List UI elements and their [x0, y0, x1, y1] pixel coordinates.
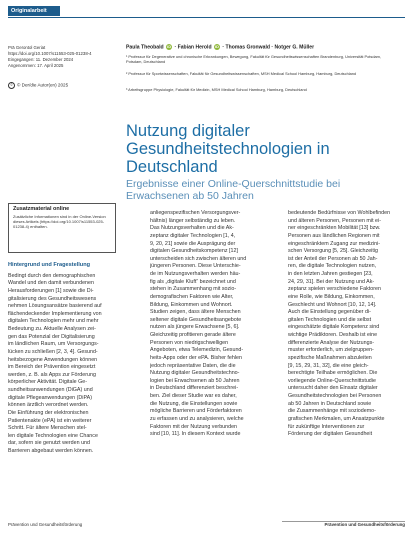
body-text-line: wichtige Prädiktoren. Deshalb ist eine: [288, 332, 378, 338]
body-text-line: schen Versorgung [5, 25]. Gleichzeitig: [288, 248, 379, 255]
section-tag: Originalarbeit: [8, 6, 60, 16]
column-3: [288, 210, 406, 439]
supplementary-text[interactable]: Zusätzliche Informationen sind in der Online-Version dieses Artikels (https://doi.org/10.1007/s11553-025-01238-4) enthalten.: [13, 213, 106, 229]
received-date: Eingegangen: 11. Dezember 2024: [8, 57, 74, 63]
body-text-line: und älteren Personen, Personen mit ei-: [288, 217, 381, 224]
author-list: [126, 44, 406, 50]
body-text-line: eingeschätzte digitale Kompetenz sind: [288, 324, 380, 331]
body-text-line: muster erforderlich, um zielgruppen-: [288, 347, 374, 354]
body-text-line: de im Nutzungsverhalten werden häu-: [150, 271, 241, 277]
body-text-line: differenzierte Analyse der Nutzungs-: [288, 339, 375, 346]
body-text-line: Gesundheitstechnologien bei Personen: [288, 393, 382, 399]
body-text-line: Wandel und den damit verbundenen: [8, 280, 94, 287]
body-text-line: Faktoren mit der Nutzung verbunden: [150, 423, 238, 430]
body-text-line: sundheitsanwendungen (DiGA) und: [8, 387, 93, 393]
body-text-line: können ärztlich verordnet werden.: [8, 402, 89, 409]
body-text-line: ben. Ziel dieser Studie war es daher,: [150, 393, 237, 399]
supplementary-heading: Zusatzmaterial online: [13, 206, 70, 212]
body-text-line: jüngeren Personen. Diese Unterschie-: [150, 263, 241, 270]
body-text-line: fig als „digitale Kluft“ bezeichnet und: [150, 278, 236, 285]
section-heading: Hintergrund und Fragestellung: [8, 262, 91, 268]
body-text-line: [9, 15, 29, 31, 32], die eine gleich-: [288, 362, 369, 369]
body-text-line: zu erfassen und zu analysieren, welche: [150, 415, 244, 422]
body-text-line: 24, 29, 31]. Bei der Nutzung und Ak-: [288, 278, 375, 285]
top-rule: [8, 17, 405, 18]
body-text-line: Herausforderungen [1] sowie die Di-: [8, 287, 94, 294]
affiliation: ² Professur für Sportwissenschaften, Fakultät für Gesundheitswissenschaften, MSH Medical School Hamburg, Hamburg, Deutschland: [126, 71, 357, 76]
body-text-line: Barrieren abgebaut werden können.: [8, 448, 94, 454]
body-text-line: ist der Anteil der Personen ab 50 Jah-: [288, 255, 378, 262]
column-1: [8, 262, 126, 456]
body-text-line: eingeschränktem Zugang zur medizini-: [288, 240, 381, 247]
body-text-line: anliegenspezifischen Versorgungsver-: [150, 210, 241, 216]
body-text-line: eine Rolle, wie Bildung, Einkommen,: [288, 293, 375, 300]
body-text-line: Gleichzeitig profitieren gerade ältere: [150, 332, 236, 338]
body-text-line: Geschlecht und Wohnort [10, 12, 14].: [288, 301, 377, 308]
accepted-date: Angenommen: 17. April 2025: [8, 63, 64, 69]
body-text-line: gitalen Technologien und die selbst: [288, 316, 372, 323]
body-text-line: sind [10, 11]. In diesem Kontext wurde: [150, 431, 241, 438]
copyright-icon: ©: [8, 82, 15, 89]
body-text-line: Angeboten, etwa Telemedizin, Gesund-: [150, 347, 244, 354]
body-text-line: ner eingeschränkten Mobilität [13] bzw.: [288, 225, 381, 232]
body-text-line: len digitale Technologien eine Chance: [8, 432, 98, 439]
journal-line: Prä Gerontol Geriat: [8, 45, 46, 50]
body-text-line: werden, z. B. als Apps zur Förderung: [8, 371, 96, 378]
author-name[interactable]: · Thomas Gronwald: [222, 44, 270, 51]
body-text-line: dar, sofern sie genutzt werden und: [8, 440, 90, 447]
article-meta: [8, 45, 98, 69]
footer-section: Prävention und Gesundheitsförderung: [324, 522, 405, 527]
body-text-line: Die Einführung der elektronischen: [8, 409, 89, 416]
body-text-line: lücken zu schließen [2, 3, 4]. Gesund-: [8, 348, 98, 355]
body-text-line: Personen von niedrigschwelligen: [150, 339, 229, 346]
body-text-line: zeptanz digitaler Technologien [1, 4,: [150, 232, 236, 239]
footer-journal: Prävention und Gesundheitsförderung: [8, 522, 83, 527]
body-text-line: spezifische Maßnahmen abzuleiten: [288, 354, 372, 361]
body-text-line: für zukünftige Interventionen zur: [288, 423, 365, 430]
body-text-line: nehmen Lösungsansätze basierend auf: [8, 303, 102, 310]
body-text-line: Bildung, Einkommen und Wohnort.: [150, 301, 233, 308]
body-text-line: in Deutschland differenziert beschrei-: [150, 385, 239, 392]
body-text-line: mögliche Barrieren und Förderfaktoren: [150, 408, 242, 415]
body-text-line: Studien zeigen, dass ältere Menschen: [150, 309, 241, 316]
orcid-icon[interactable]: iD: [167, 44, 172, 49]
affiliation: ³ Arbeitsgruppe Physiologie, Fakultät für Medizin, MSH Medical School Hamburg, Hamburg, Deutschland: [126, 87, 307, 92]
body-text-line: die Zusammenhänge mit soziodemo-: [288, 408, 376, 415]
body-text-line: flächendeckender Implementierung von: [8, 310, 102, 317]
body-text-line: digitale Pflegeanwendungen (DiPA): [8, 394, 92, 401]
copyright-line: © © Der/die Autor(en) 2025: [8, 82, 68, 89]
body-text-line: unterscheiden sich zwischen älteren und: [150, 255, 247, 262]
body-text-line: bedeutende Bedürfnisse von Wohlbefinden: [288, 210, 391, 216]
body-text-line: digitalen Gesundheitskompetenz [12]: [150, 248, 238, 255]
body-text-line: gitalisierung des Gesundheitswesens: [8, 295, 97, 302]
doi-link[interactable]: https://doi.org/10.1007/s11553-025-01238-4: [8, 51, 92, 57]
body-text-line: Bedeutung zu. Aktuelle Analysen zei-: [8, 326, 96, 332]
body-text-line: grafischen Merkmalen, um Ansatzpunkte: [288, 415, 385, 422]
article-subtitle: Ergebnisse einer Online-Querschnittstudie bei Erwachsenen ab 50 Jahren: [126, 178, 341, 202]
body-text-line: seltener digitale Gesundheitsangebote: [150, 316, 242, 323]
orcid-icon[interactable]: iD: [215, 44, 219, 49]
body-text-line: heitsbezogene Anwendungen können: [8, 356, 98, 363]
body-text-line: 9, 20, 21] sowie die Ausprägung der: [150, 240, 236, 247]
body-text-line: gen das Potenzial der Digitalisierung: [8, 333, 95, 340]
author-name[interactable]: · Fabian Herold: [174, 44, 212, 51]
body-text-line: stehen in Zusammenhang mit sozio-: [150, 286, 237, 293]
body-text-line: jedoch repräsentative Daten, die die: [150, 362, 236, 369]
body-text-line: heits-Apps oder der ePA. Bisher fehlen: [150, 354, 242, 361]
body-text-line: berechtigte Teilhabe ermöglichen. Die: [288, 370, 378, 377]
body-text-line: logien bei Erwachsenen ab 50 Jahren: [150, 377, 240, 384]
body-text-line: untersucht daher den Einsatz digitaler: [288, 385, 378, 392]
body-text-line: Bedingt durch den demographischen: [8, 272, 96, 279]
column-2: [150, 210, 268, 439]
body-text-line: ren, die digitale Technologien nutzen,: [288, 263, 377, 270]
body-text-line: Förderung der digitalen Gesundheit: [288, 431, 373, 438]
article-title: Nutzung digitaler Gesundheitstechnologien in Deutschland: [126, 122, 330, 176]
body-text-line: die Nutzung, die Einstellungen sowie: [150, 400, 238, 407]
body-text-line: Personen aus ländlichen Regionen mit: [288, 232, 380, 239]
body-text-line: demografischen Faktoren wie Alter,: [150, 293, 234, 300]
supplementary-box: [8, 203, 116, 253]
body-text-line: Nutzung digitaler Gesundheitstechno-: [150, 370, 240, 377]
body-text-line: Patientenakte (ePA) ist ein weiterer: [8, 417, 92, 424]
body-text-line: digitalen Technologien mehr und mehr: [8, 318, 99, 325]
body-text-line: körperlicher Aktivität. Digitale Ge-: [8, 379, 87, 386]
body-text-line: zeptanz spielen verschiedene Faktoren: [288, 286, 381, 293]
body-text-line: nutzen als jüngere Erwachsene [5, 6].: [150, 324, 240, 331]
body-text-line: im ländlichen Raum, um Versorgungs-: [8, 341, 99, 348]
author-name[interactable]: Paula Theobald: [126, 44, 164, 51]
author-name[interactable]: · Notger G. Müller: [271, 44, 315, 51]
body-text-line: ab 50 Jahren in Deutschland sowie: [288, 400, 372, 407]
body-text-line: Das Nutzungsverhalten und die Ak-: [150, 225, 234, 232]
body-text-line: Schritt. Für ältere Menschen stel-: [8, 425, 87, 432]
body-text-line: in den letzten Jahren gestiegen [23,: [288, 271, 373, 277]
affiliation: ¹ Professur für Degenerative und chronische Erkrankungen, Bewegung, Fakultät für Gesundheitswissenschaften Brandenburg, Universität Potsdam, Potsdam, Deutschland: [126, 54, 381, 65]
body-text-line: Auch die Einstellung gegenüber di-: [288, 309, 371, 316]
body-text-line: vorliegende Online-Querschnittstudie: [288, 377, 376, 384]
body-text-line: im Bereich der Prävention eingesetzt: [8, 364, 96, 371]
body-text-line: hältnis) länger selbständig zu leben.: [150, 217, 236, 224]
